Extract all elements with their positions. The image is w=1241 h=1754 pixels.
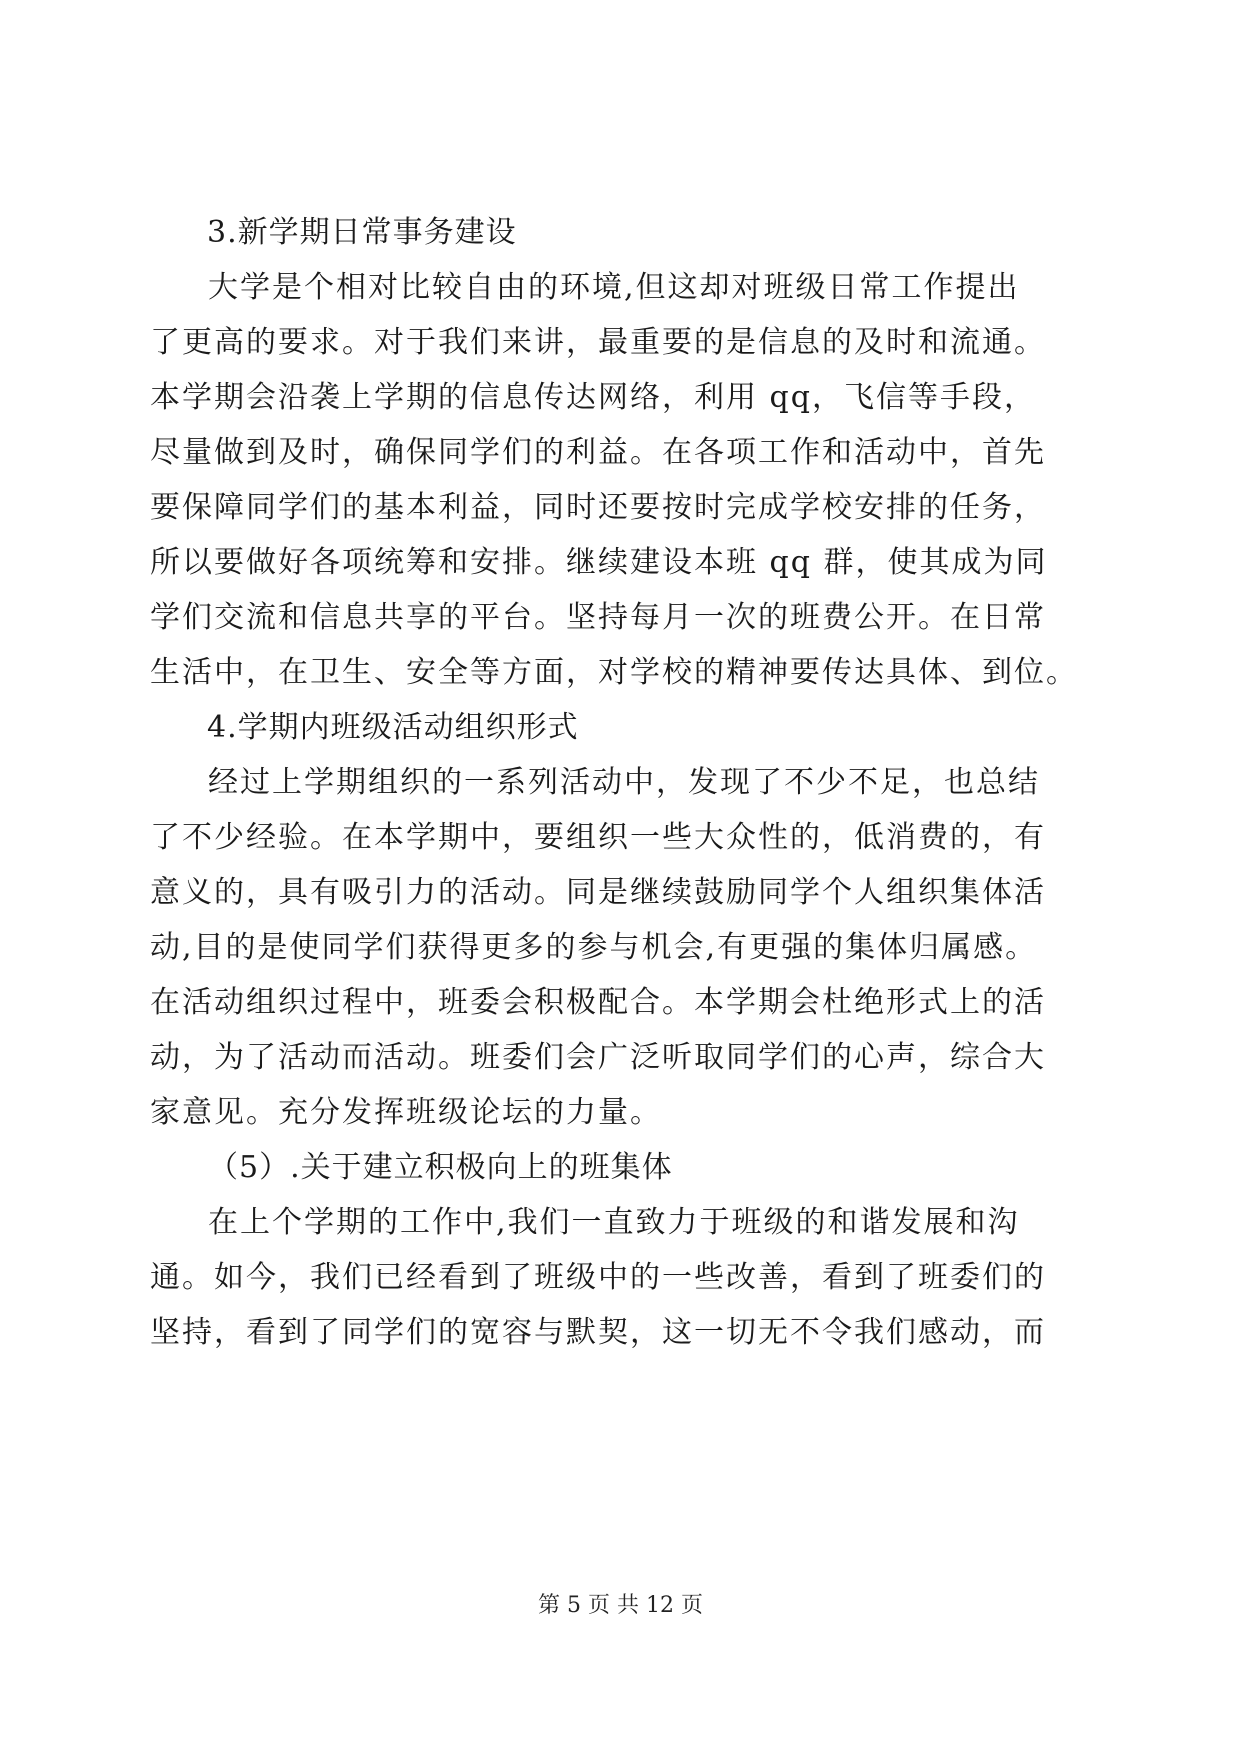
paragraph-line: 生活中，在卫生、安全等方面，对学校的精神要传达具体、到位。 [150, 655, 1078, 690]
paragraph-line: 在活动组织过程中，班委会积极配合。本学期会杜绝形式上的活 [150, 985, 1046, 1020]
paragraph-line: 尽量做到及时，确保同学们的利益。在各项工作和活动中，首先 [150, 435, 1046, 470]
paragraph-line: 经过上学期组织的一系列活动中，发现了不少不足，也总结 [208, 765, 1040, 800]
section-heading-4: 4.学期内班级活动组织形式 [207, 710, 579, 745]
paragraph-line: 动，为了活动而活动。班委们会广泛听取同学们的心声，综合大 [150, 1040, 1046, 1075]
paragraph-line: 动,目的是使同学们获得更多的参与机会,有更强的集体归属感。 [150, 930, 1038, 965]
paragraph-line: 家意见。充分发挥班级论坛的力量。 [150, 1095, 662, 1130]
paragraph-line: 了不少经验。在本学期中，要组织一些大众性的，低消费的，有 [150, 820, 1046, 855]
paragraph-line: 通。如今，我们已经看到了班级中的一些改善，看到了班委们的 [150, 1260, 1046, 1295]
paragraph-line: 大学是个相对比较自由的环境,但这却对班级日常工作提出 [208, 270, 1020, 305]
section-heading-3: 3.新学期日常事务建设 [207, 215, 517, 250]
paragraph-line: 意义的，具有吸引力的活动。同是继续鼓励同学个人组织集体活 [150, 875, 1046, 910]
paragraph-line: 了更高的要求。对于我们来讲，最重要的是信息的及时和流通。 [150, 325, 1046, 360]
paragraph-line: 在上个学期的工作中,我们一直致力于班级的和谐发展和沟 [208, 1205, 1020, 1240]
paragraph-line: 要保障同学们的基本利益，同时还要按时完成学校安排的任务， [150, 490, 1046, 525]
paragraph-line: 学们交流和信息共享的平台。坚持每月一次的班费公开。在日常 [150, 600, 1046, 635]
section-heading-5: （5）.关于建立积极向上的班集体 [208, 1150, 673, 1185]
paragraph-line: 坚持，看到了同学们的宽容与默契，这一切无不令我们感动，而 [150, 1315, 1046, 1350]
page-footer: 第 5 页 共 12 页 [538, 1593, 703, 1618]
paragraph-line: 本学期会沿袭上学期的信息传达网络，利用 qq，飞信等手段， [150, 380, 1036, 415]
paragraph-line: 所以要做好各项统筹和安排。继续建设本班 qq 群，使其成为同 [150, 545, 1048, 580]
